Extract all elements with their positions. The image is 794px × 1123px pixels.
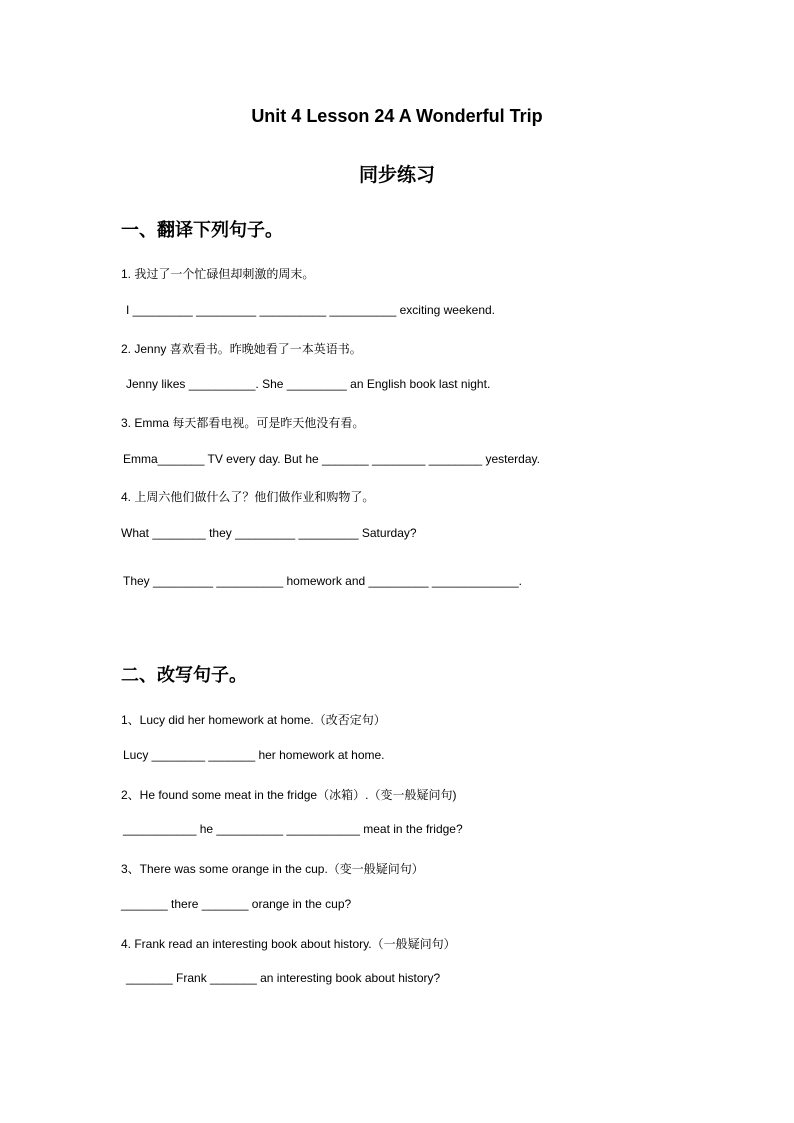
rewrite-2-answer: ___________ he __________ ___________ meat in the fridge? <box>123 822 463 836</box>
question-2-answer: Jenny likes __________. She _________ an English book last night. <box>126 377 491 391</box>
page-subtitle: 同步练习 <box>358 164 435 186</box>
section-1-heading: 一、翻译下列句子。 <box>121 220 283 241</box>
question-3-answer: Emma_______ TV every day. But he _______ ________ ________ yesterday. <box>123 452 540 466</box>
rewrite-1-prompt: 1、Lucy did her homework at home.（改否定句） <box>121 713 386 727</box>
rewrite-1-answer: Lucy ________ _______ her homework at home. <box>123 748 385 762</box>
rewrite-3-answer: _______ there _______ orange in the cup? <box>121 897 352 911</box>
question-1-answer: I _________ _________ __________ __________ exciting weekend. <box>126 303 495 317</box>
question-2-prompt: 2. Jenny 喜欢看书。昨晚她看了一本英语书。 <box>121 342 362 356</box>
rewrite-4-prompt: 4. Frank read an interesting book about history.（一般疑问句） <box>121 937 456 951</box>
question-4-answer-line-2: They _________ __________ homework and _________ _____________. <box>123 574 523 588</box>
question-4-prompt: 4. 上周六他们做什么了？他们做作业和购物了。 <box>121 490 375 504</box>
question-1-prompt: 1. 我过了一个忙碌但却刺激的周末。 <box>121 267 315 281</box>
rewrite-3-prompt: 3、There was some orange in the cup.（变一般疑问句） <box>121 862 424 876</box>
section-2-heading: 二、改写句子。 <box>121 665 247 686</box>
question-3-prompt: 3. Emma 每天都看电视。可是昨天他没有看。 <box>121 416 365 430</box>
page-title: Unit 4 Lesson 24 A Wonderful Trip <box>251 106 543 126</box>
rewrite-2-prompt: 2、He found some meat in the fridge（冰箱）.（变一般疑问句) <box>121 788 457 802</box>
rewrite-4-answer: _______ Frank _______ an interesting book about history? <box>126 971 441 985</box>
question-4-answer-line-1: What ________ they _________ _________ Saturday? <box>121 526 417 540</box>
